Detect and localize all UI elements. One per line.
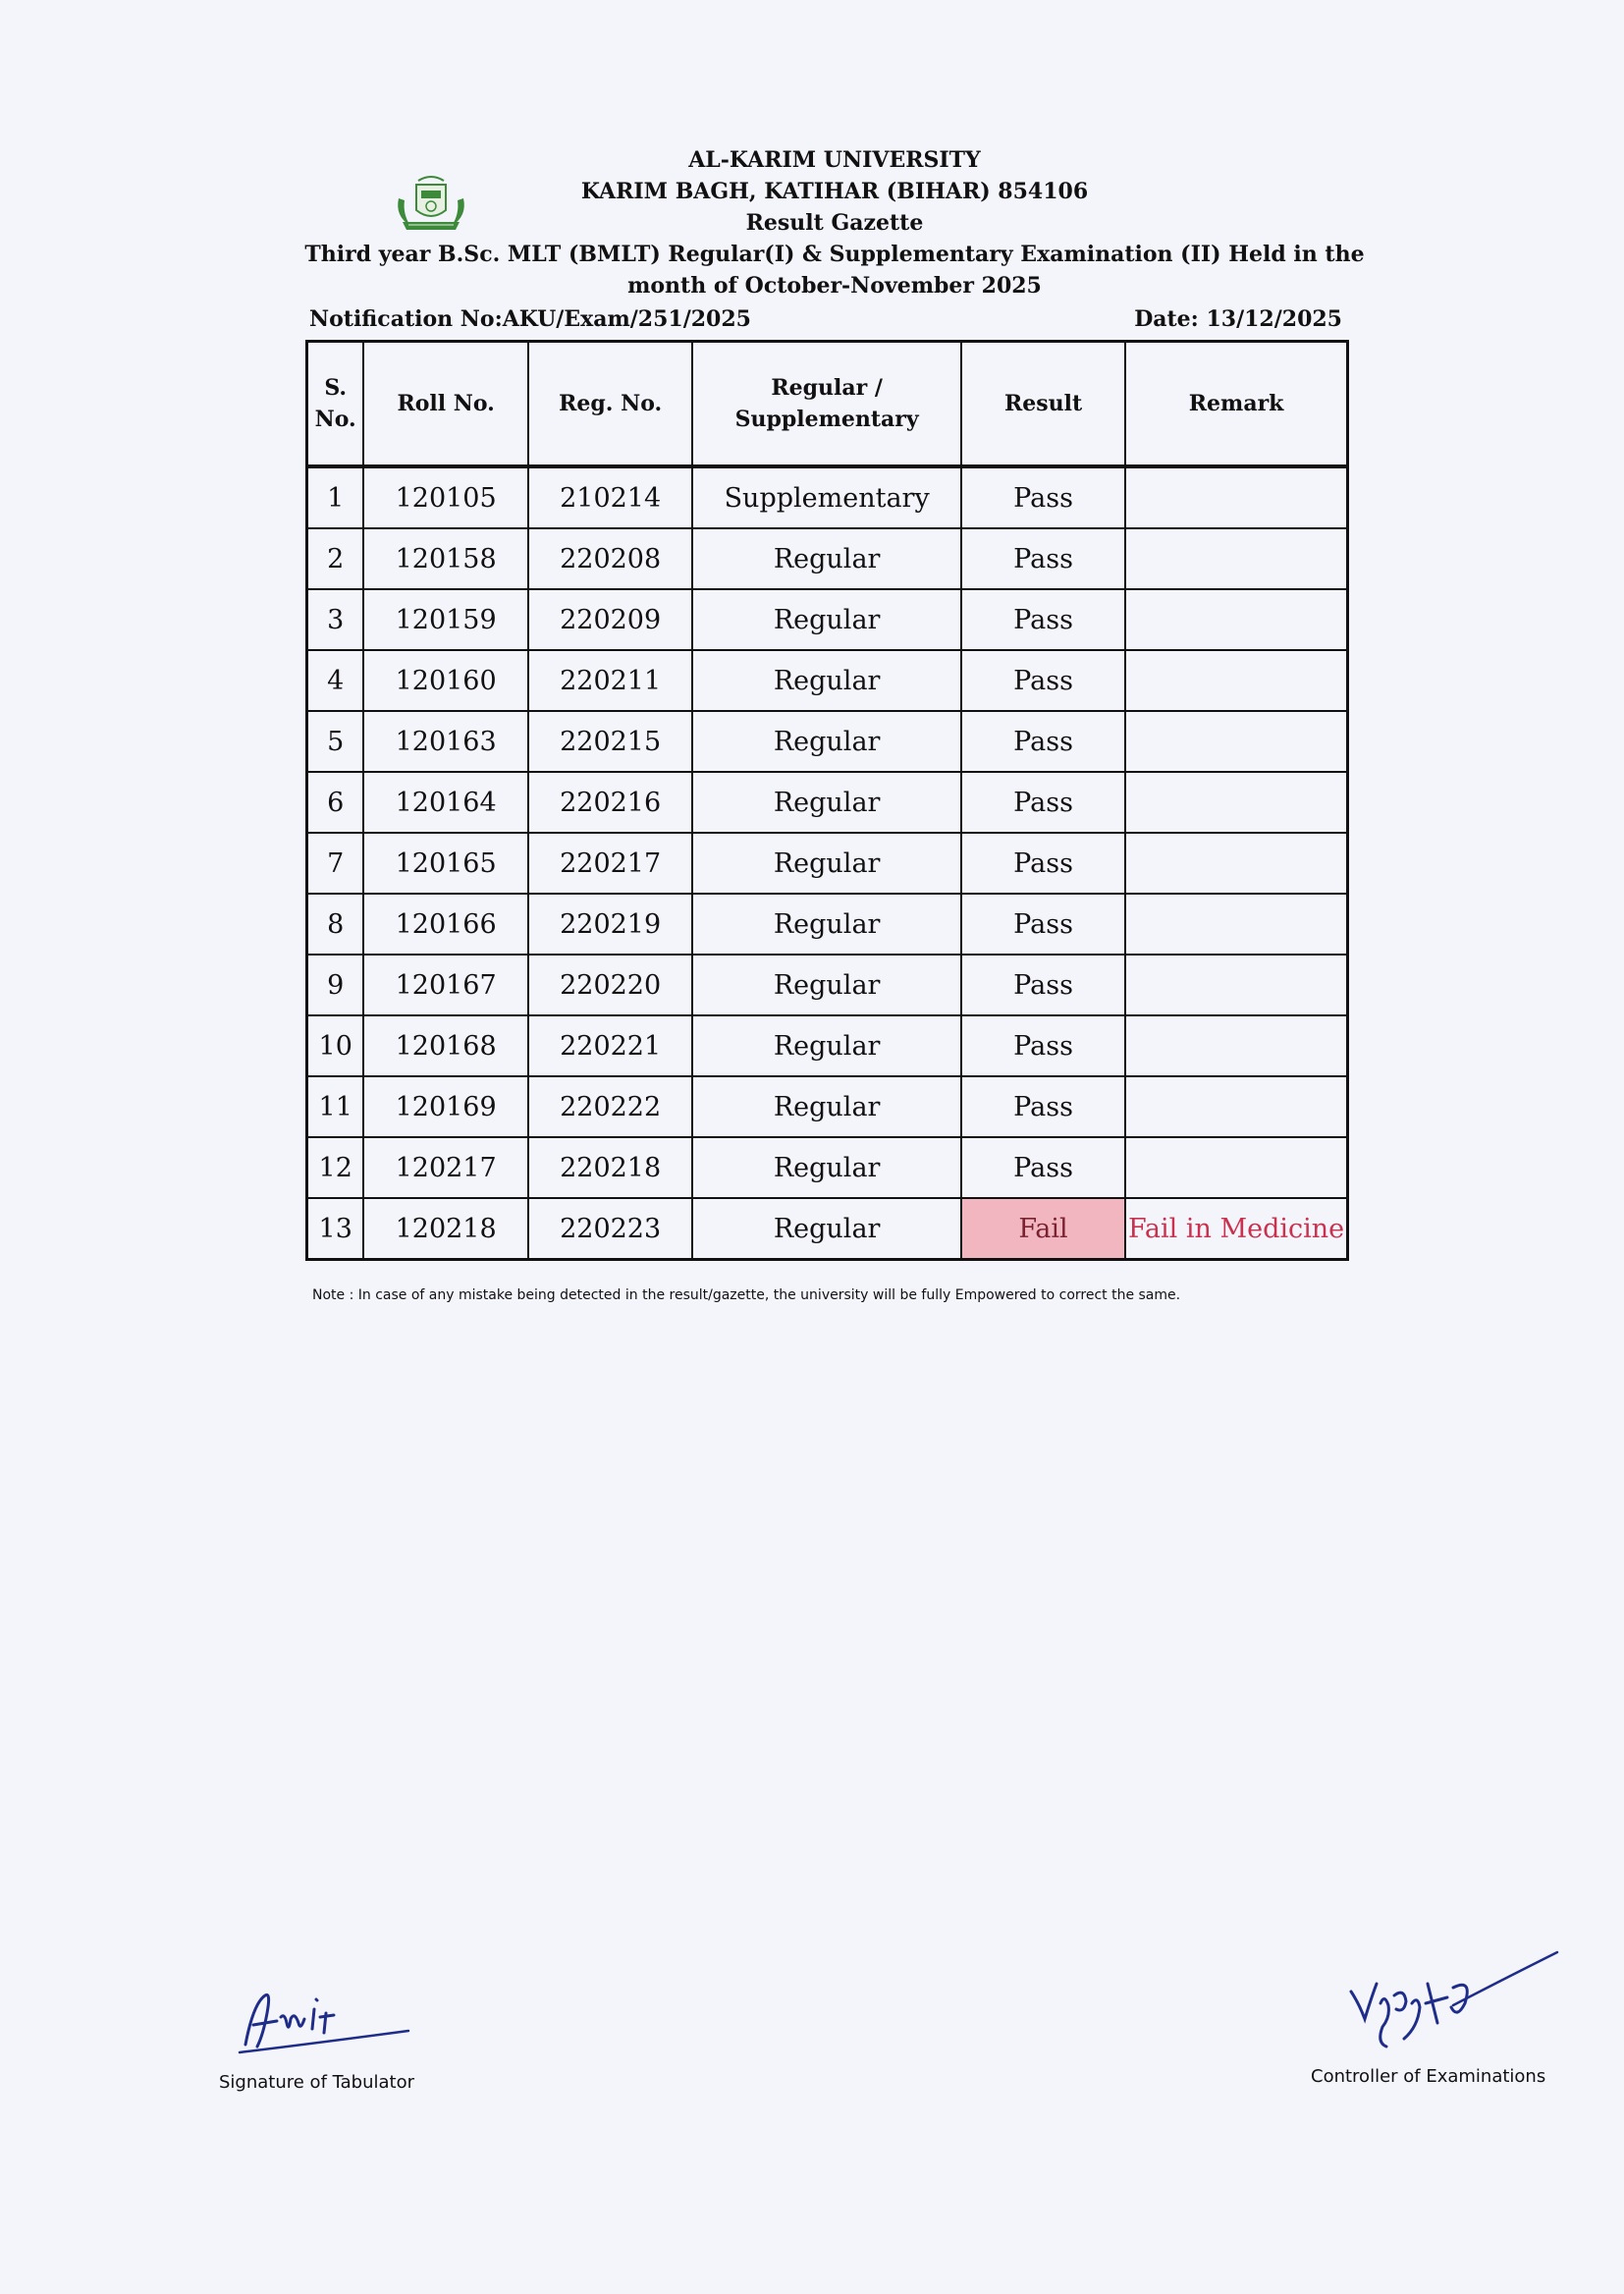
cell-type: Regular xyxy=(692,955,961,1015)
cell-sno: 13 xyxy=(307,1198,364,1260)
col-header-type-line2: Supplementary xyxy=(734,407,919,432)
cell-type: Regular xyxy=(692,711,961,772)
col-header-type xyxy=(692,342,961,467)
cell-result: Pass xyxy=(961,589,1125,650)
university-address: KARIM BAGH, KATIHAR (BIHAR) 854106 xyxy=(580,179,1089,204)
table-row xyxy=(307,711,1348,772)
result-table xyxy=(305,340,1349,1261)
controller-signature xyxy=(1335,1944,1561,2072)
cell-result: Pass xyxy=(961,955,1125,1015)
cell-result: Pass xyxy=(961,711,1125,772)
gazette-note: Note : In case of any mistake being detected in the result/gazette, the university will be fully Empowered to correct the same. xyxy=(312,1287,1181,1303)
cell-reg: 210214 xyxy=(528,466,693,528)
cell-result-fail: Fail xyxy=(961,1198,1125,1260)
cell-sno: 9 xyxy=(307,955,364,1015)
cell-remark xyxy=(1125,466,1347,528)
cell-result: Pass xyxy=(961,466,1125,528)
cell-reg: 220211 xyxy=(528,650,693,711)
cell-reg: 220222 xyxy=(528,1076,693,1137)
cell-remark xyxy=(1125,1015,1347,1076)
cell-remark xyxy=(1125,833,1347,894)
cell-remark: Fail in Medicine xyxy=(1125,1198,1347,1260)
cell-sno: 5 xyxy=(307,711,364,772)
exam-title-line-2: month of October-November 2025 xyxy=(627,273,1042,299)
cell-roll: 120158 xyxy=(363,528,528,589)
cell-reg: 220223 xyxy=(528,1198,693,1260)
controller-caption: Controller of Examinations xyxy=(1311,2066,1546,2087)
col-header-roll: Roll No. xyxy=(363,342,528,467)
col-header-result: Result xyxy=(961,342,1125,467)
table-row xyxy=(307,894,1348,955)
table-row xyxy=(307,772,1348,833)
cell-sno: 11 xyxy=(307,1076,364,1137)
cell-result: Pass xyxy=(961,894,1125,955)
cell-roll: 120168 xyxy=(363,1015,528,1076)
cell-sno: 3 xyxy=(307,589,364,650)
col-header-sno xyxy=(307,342,364,467)
cell-roll: 120217 xyxy=(363,1137,528,1198)
cell-remark xyxy=(1125,772,1347,833)
cell-type: Regular xyxy=(692,528,961,589)
cell-sno: 12 xyxy=(307,1137,364,1198)
cell-reg: 220218 xyxy=(528,1137,693,1198)
cell-reg: 220220 xyxy=(528,955,693,1015)
cell-result: Pass xyxy=(961,1137,1125,1198)
cell-sno: 8 xyxy=(307,894,364,955)
cell-type: Regular xyxy=(692,650,961,711)
cell-reg: 220216 xyxy=(528,772,693,833)
col-header-type-line1: Regular / xyxy=(771,375,883,401)
table-row xyxy=(307,1198,1348,1260)
cell-type: Regular xyxy=(692,589,961,650)
tabulator-signature xyxy=(232,1974,428,2072)
cell-remark xyxy=(1125,955,1347,1015)
col-header-sno-line1: S. xyxy=(324,375,348,401)
cell-sno: 2 xyxy=(307,528,364,589)
cell-result: Pass xyxy=(961,1076,1125,1137)
cell-remark xyxy=(1125,711,1347,772)
cell-remark xyxy=(1125,1137,1347,1198)
cell-sno: 7 xyxy=(307,833,364,894)
cell-result: Pass xyxy=(961,650,1125,711)
table-row xyxy=(307,589,1348,650)
cell-roll: 120167 xyxy=(363,955,528,1015)
cell-type: Regular xyxy=(692,894,961,955)
col-header-remark: Remark xyxy=(1125,342,1347,467)
cell-remark xyxy=(1125,1076,1347,1137)
cell-roll: 120169 xyxy=(363,1076,528,1137)
notification-date: Date: 13/12/2025 xyxy=(1134,306,1342,332)
cell-sno: 10 xyxy=(307,1015,364,1076)
cell-remark xyxy=(1125,894,1347,955)
table-row xyxy=(307,1076,1348,1137)
cell-type: Regular xyxy=(692,772,961,833)
table-row xyxy=(307,650,1348,711)
cell-reg: 220217 xyxy=(528,833,693,894)
cell-type: Regular xyxy=(692,1015,961,1076)
cell-roll: 120159 xyxy=(363,589,528,650)
cell-sno: 6 xyxy=(307,772,364,833)
table-row xyxy=(307,1137,1348,1198)
cell-result: Pass xyxy=(961,833,1125,894)
cell-type: Regular xyxy=(692,833,961,894)
col-header-sno-line2: No. xyxy=(314,407,356,432)
tabulator-caption: Signature of Tabulator xyxy=(219,2072,415,2093)
cell-remark xyxy=(1125,528,1347,589)
table-row xyxy=(307,466,1348,528)
exam-title-line-1: Third year B.Sc. MLT (BMLT) Regular(I) & Supplementary Examination (II) Held in the xyxy=(304,242,1365,267)
cell-sno: 4 xyxy=(307,650,364,711)
table-row xyxy=(307,528,1348,589)
cell-remark xyxy=(1125,650,1347,711)
cell-reg: 220221 xyxy=(528,1015,693,1076)
cell-reg: 220219 xyxy=(528,894,693,955)
cell-roll: 120165 xyxy=(363,833,528,894)
cell-sno: 1 xyxy=(307,466,364,528)
cell-type: Supplementary xyxy=(692,466,961,528)
cell-roll: 120105 xyxy=(363,466,528,528)
cell-type: Regular xyxy=(692,1137,961,1198)
table-row xyxy=(307,1015,1348,1076)
cell-roll: 120160 xyxy=(363,650,528,711)
table-row xyxy=(307,955,1348,1015)
cell-result: Pass xyxy=(961,1015,1125,1076)
cell-roll: 120163 xyxy=(363,711,528,772)
cell-reg: 220209 xyxy=(528,589,693,650)
col-header-reg: Reg. No. xyxy=(528,342,693,467)
document-title: Result Gazette xyxy=(745,210,924,236)
cell-roll: 120166 xyxy=(363,894,528,955)
cell-roll: 120164 xyxy=(363,772,528,833)
cell-roll: 120218 xyxy=(363,1198,528,1260)
notification-number: Notification No:AKU/Exam/251/2025 xyxy=(309,306,751,332)
cell-reg: 220215 xyxy=(528,711,693,772)
cell-type: Regular xyxy=(692,1198,961,1260)
table-header-row xyxy=(307,342,1348,467)
cell-remark xyxy=(1125,589,1347,650)
cell-type: Regular xyxy=(692,1076,961,1137)
university-name: AL-KARIM UNIVERSITY xyxy=(688,147,981,173)
cell-result: Pass xyxy=(961,528,1125,589)
cell-reg: 220208 xyxy=(528,528,693,589)
cell-result: Pass xyxy=(961,772,1125,833)
table-row xyxy=(307,833,1348,894)
